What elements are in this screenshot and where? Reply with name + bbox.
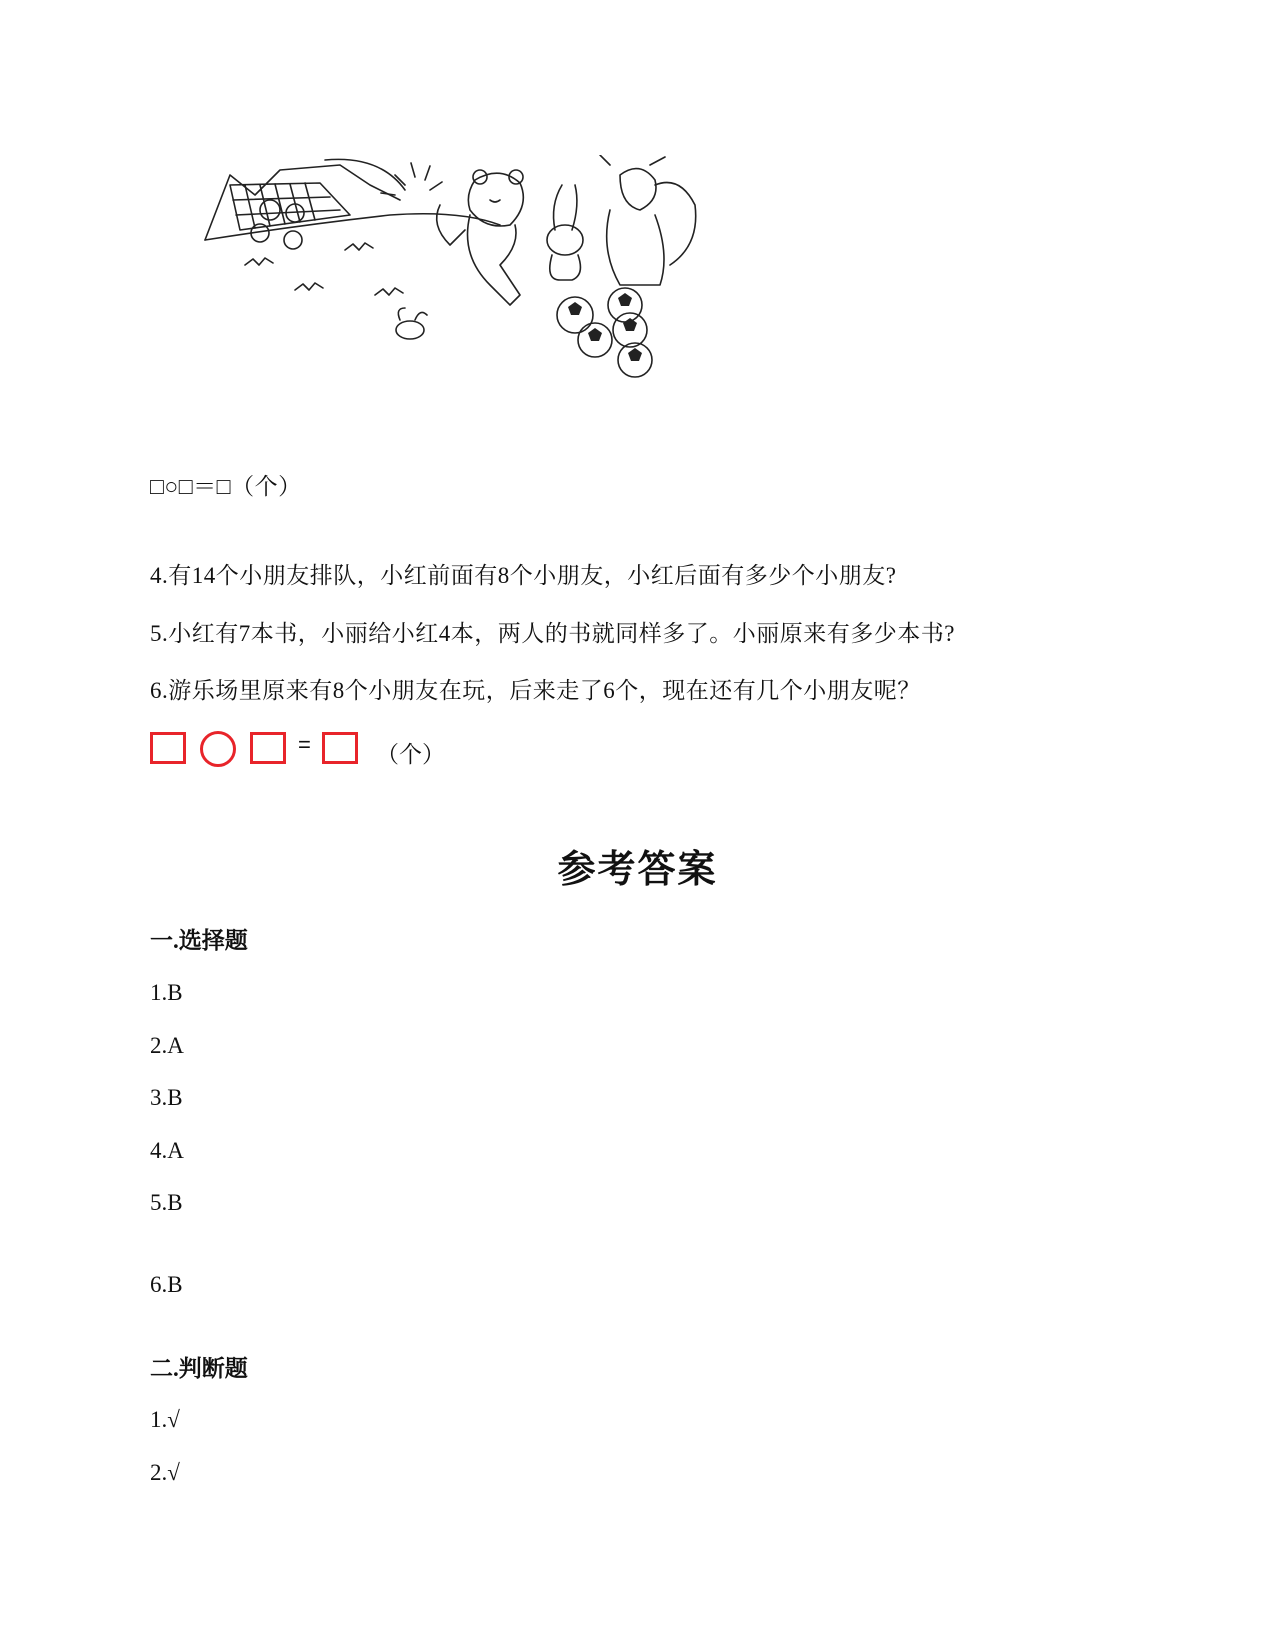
section-title-judgment: 二.判断题: [150, 1356, 248, 1381]
problem3-equation: □○□＝□（个）: [150, 474, 302, 499]
answer-item: 1.√: [150, 1407, 180, 1432]
answer-item: 2.A: [150, 1033, 184, 1058]
section-title-choice: 一.选择题: [150, 928, 248, 953]
question-5: 5.小红有7本书，小丽给小红4本，两人的书就同样多了。小丽原来有多少本书?: [150, 621, 955, 646]
soccer-illustration: [200, 155, 740, 405]
answer-item: 2.√: [150, 1460, 180, 1485]
answer-box-2[interactable]: [250, 732, 286, 764]
answer-item: 6.B: [150, 1272, 183, 1297]
question-4: 4.有14个小朋友排队，小红前面有8个小朋友，小红后面有多少个小朋友?: [150, 563, 897, 588]
answer-box-1[interactable]: [150, 732, 186, 764]
answer-item: 4.A: [150, 1138, 184, 1163]
question-6: 6.游乐场里原来有8个小朋友在玩，后来走了6个，现在还有几个小朋友呢？: [150, 678, 921, 703]
equals-sign: =: [298, 732, 311, 757]
answer-box-result[interactable]: [322, 732, 358, 764]
unit-label: （个）: [376, 742, 445, 767]
operator-circle[interactable]: [200, 731, 236, 767]
answer-item: 3.B: [150, 1085, 183, 1110]
equation-template: [150, 728, 470, 768]
answer-item: 1.B: [150, 980, 183, 1005]
answer-item: 5.B: [150, 1190, 183, 1215]
answer-title: 参考答案: [557, 849, 718, 891]
